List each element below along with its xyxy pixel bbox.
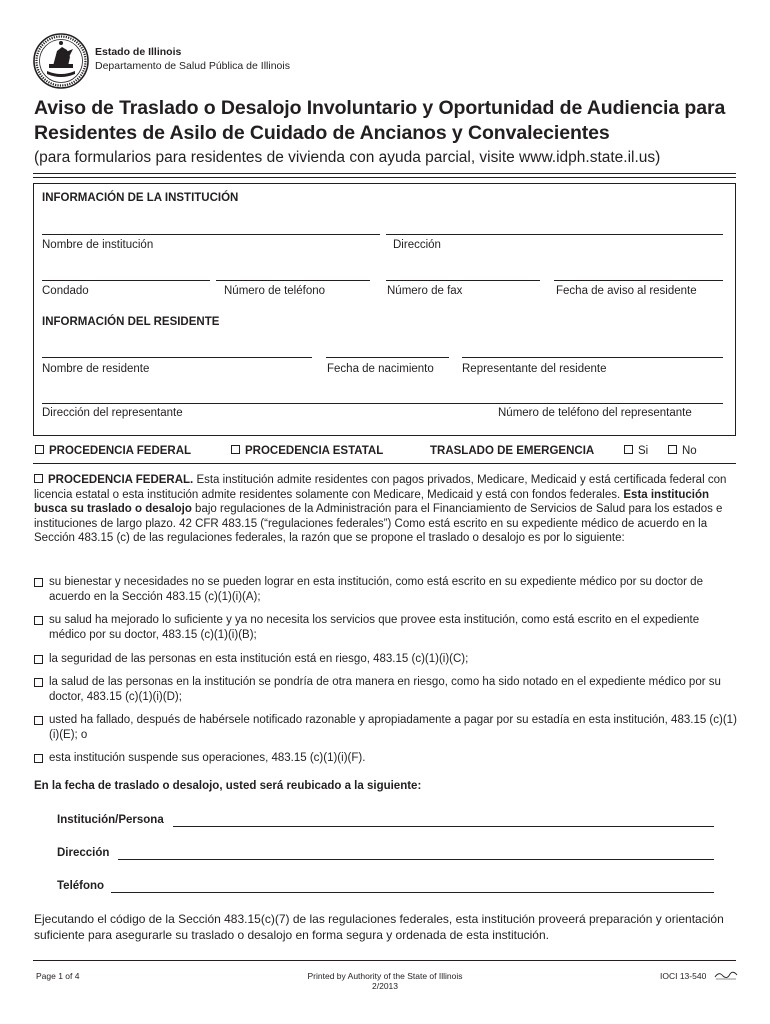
reason-e-checkbox[interactable]	[34, 716, 43, 725]
illinois-state-seal-icon	[33, 33, 89, 89]
logo-mark-icon	[714, 969, 738, 981]
state-name: Estado de Illinois	[95, 46, 182, 58]
notice-date-line[interactable]	[554, 280, 723, 281]
rep-address-label: Dirección del representante	[42, 407, 183, 419]
facility-heading: INFORMACIÓN DE LA INSTITUCIÓN	[42, 192, 239, 204]
relocation-address-label: Dirección	[57, 847, 110, 859]
emergency-yes-checkbox[interactable]	[624, 445, 633, 454]
resident-name-label: Nombre de residente	[42, 363, 150, 375]
footer-rule	[33, 960, 736, 961]
representative-line[interactable]	[462, 357, 723, 358]
emergency-no-label: No	[682, 445, 697, 457]
reason-item-b	[34, 613, 739, 642]
reason-item-a	[34, 575, 739, 604]
reason-f-checkbox[interactable]	[34, 754, 43, 763]
reason-item-c	[34, 652, 739, 667]
federal-section-text	[34, 473, 739, 546]
form-subtitle: (para formularios para residentes de vivienda con ayuda parcial, visite www.idph.state.il.us)	[34, 149, 661, 166]
federal-section-lead: PROCEDENCIA FEDERAL.	[48, 474, 194, 486]
reason-item-d	[34, 675, 739, 704]
reason-a-checkbox[interactable]	[34, 578, 43, 587]
federal-section-text-1: Esta institución admite residentes con pagos privados, Medicare, Medicaid y está certificada federal con licencia estatal o esta institución admite residentes solamente con Medicare, Medicaid y está con fondos federales.	[34, 474, 727, 501]
page-number: Page 1 of 4	[36, 971, 80, 981]
title-line-2: Residentes de Asilo de Cuidado de Ancianos y Convalecientes	[34, 122, 610, 144]
reason-f-text: esta institución suspende sus operaciones, 483.15 (c)(1)(i)(F).	[49, 752, 366, 764]
fax-line[interactable]	[386, 280, 540, 281]
reason-b-text: su salud ha mejorado lo suficiente y ya no necesita los servicios que provee esta institución, como está escrito en el expediente médico por su doctor, 483.15 (c)(1)(i)(B);	[49, 614, 700, 641]
agency-block	[95, 45, 290, 73]
reason-d-checkbox[interactable]	[34, 678, 43, 687]
resident-name-line[interactable]	[42, 357, 312, 358]
reason-d-text: la salud de las personas en la institución se pondría de otra manera en riesgo, como ha sido notado en el expediente médico por su doctor, 483.15 (c)(1)(i)(D);	[49, 676, 721, 703]
reason-item-f	[34, 751, 739, 766]
state-option[interactable]	[231, 445, 383, 457]
department-name: Departamento de Salud Pública de Illinois	[95, 60, 290, 72]
reason-a-text: su bienestar y necesidades no se pueden lograr en esta institución, como está escrito en su expediente médico por su doctor de acuerdo en la Sección 483.15 (c)(1)(i)(A);	[49, 576, 703, 603]
options-rule	[33, 463, 736, 464]
reason-c-checkbox[interactable]	[34, 655, 43, 664]
county-label: Condado	[42, 285, 89, 297]
relocation-address-line[interactable]	[118, 859, 714, 860]
emergency-label: TRASLADO DE EMERGENCIA	[430, 445, 595, 457]
title-line-1: Aviso de Traslado o Desalojo Involuntario y Oportunidad de Audiencia para	[34, 97, 726, 119]
info-box	[33, 183, 736, 436]
header-rule-1	[33, 173, 736, 174]
federal-section-text-2: bajo regulaciones de la Administración para el Financiamiento de Servicios de Salud para los estados e instituciones de largo plazo. 42 CFR 483.15 (“regulaciones federales”) Como está escrito en su expediente médico de acuerdo en la Sección 483.15 (c) de las regulaciones federales, la razón que se propone el traslado o desalojo es por lo siguiente:	[34, 503, 723, 545]
county-line[interactable]	[42, 280, 210, 281]
reason-e-text: usted ha fallado, después de habérsele notificado razonable y apropiadamente a pagar por su estadía en esta institución, 483.15 (c)(1)(i)(E); o	[49, 714, 737, 741]
notice-date-label: Fecha de aviso al residente	[556, 285, 697, 297]
form-title	[34, 96, 754, 146]
facility-name-line[interactable]	[42, 234, 380, 235]
reason-b-checkbox[interactable]	[34, 616, 43, 625]
representative-label: Representante del residente	[462, 363, 607, 375]
phone-line[interactable]	[216, 280, 370, 281]
footer-date: 2/2013	[372, 981, 398, 991]
reason-item-e	[34, 713, 739, 742]
footer-authority-text: Printed by Authority of the State of Illinois	[307, 971, 463, 981]
phone-label: Número de teléfono	[224, 285, 326, 297]
federal-section-checkbox[interactable]	[34, 474, 43, 483]
resident-heading: INFORMACIÓN DEL RESIDENTE	[42, 316, 220, 328]
fax-label: Número de fax	[387, 285, 463, 297]
relocation-institution-label: Institución/Persona	[57, 814, 164, 826]
emergency-no[interactable]	[668, 445, 697, 457]
federal-checkbox[interactable]	[35, 445, 44, 454]
footer-authority	[305, 971, 465, 991]
dob-label: Fecha de nacimiento	[327, 363, 434, 375]
emergency-yes[interactable]	[624, 445, 648, 457]
federal-option[interactable]	[35, 445, 191, 457]
federal-section-bold-2: Esta institución busca su traslado o desalojo	[34, 488, 709, 516]
state-option-label: PROCEDENCIA ESTATAL	[245, 445, 384, 457]
reason-c-text: la seguridad de las personas en esta institución está en riesgo, 483.15 (c)(1)(i)(C);	[49, 653, 469, 665]
federal-option-label: PROCEDENCIA FEDERAL	[49, 445, 192, 457]
relocation-phone-label: Teléfono	[57, 880, 105, 892]
emergency-yes-label: Si	[638, 445, 649, 457]
relocation-institution-line[interactable]	[173, 826, 714, 827]
rep-address-line[interactable]	[42, 403, 723, 404]
emergency-no-checkbox[interactable]	[668, 445, 677, 454]
state-checkbox[interactable]	[231, 445, 240, 454]
relocation-phone-line[interactable]	[111, 892, 714, 893]
facility-address-label: Dirección	[393, 239, 441, 251]
dob-line[interactable]	[326, 357, 449, 358]
relocation-heading: En la fecha de traslado o desalojo, usted será reubicado a la siguiente:	[34, 780, 422, 792]
form-id: IOCI 13-540	[660, 971, 707, 981]
closing-text: Ejecutando el código de la Sección 483.15(c)(7) de las regulaciones federales, esta institución proveerá preparación y orientación suficiente para asegurarle su traslado o desalojo en forma segura y ordenada de esta institución.	[34, 912, 724, 942]
facility-address-line[interactable]	[386, 234, 723, 235]
header-rule-2	[33, 177, 736, 178]
facility-name-label: Nombre de institución	[42, 239, 154, 251]
rep-phone-label: Número de teléfono del representante	[498, 407, 692, 419]
